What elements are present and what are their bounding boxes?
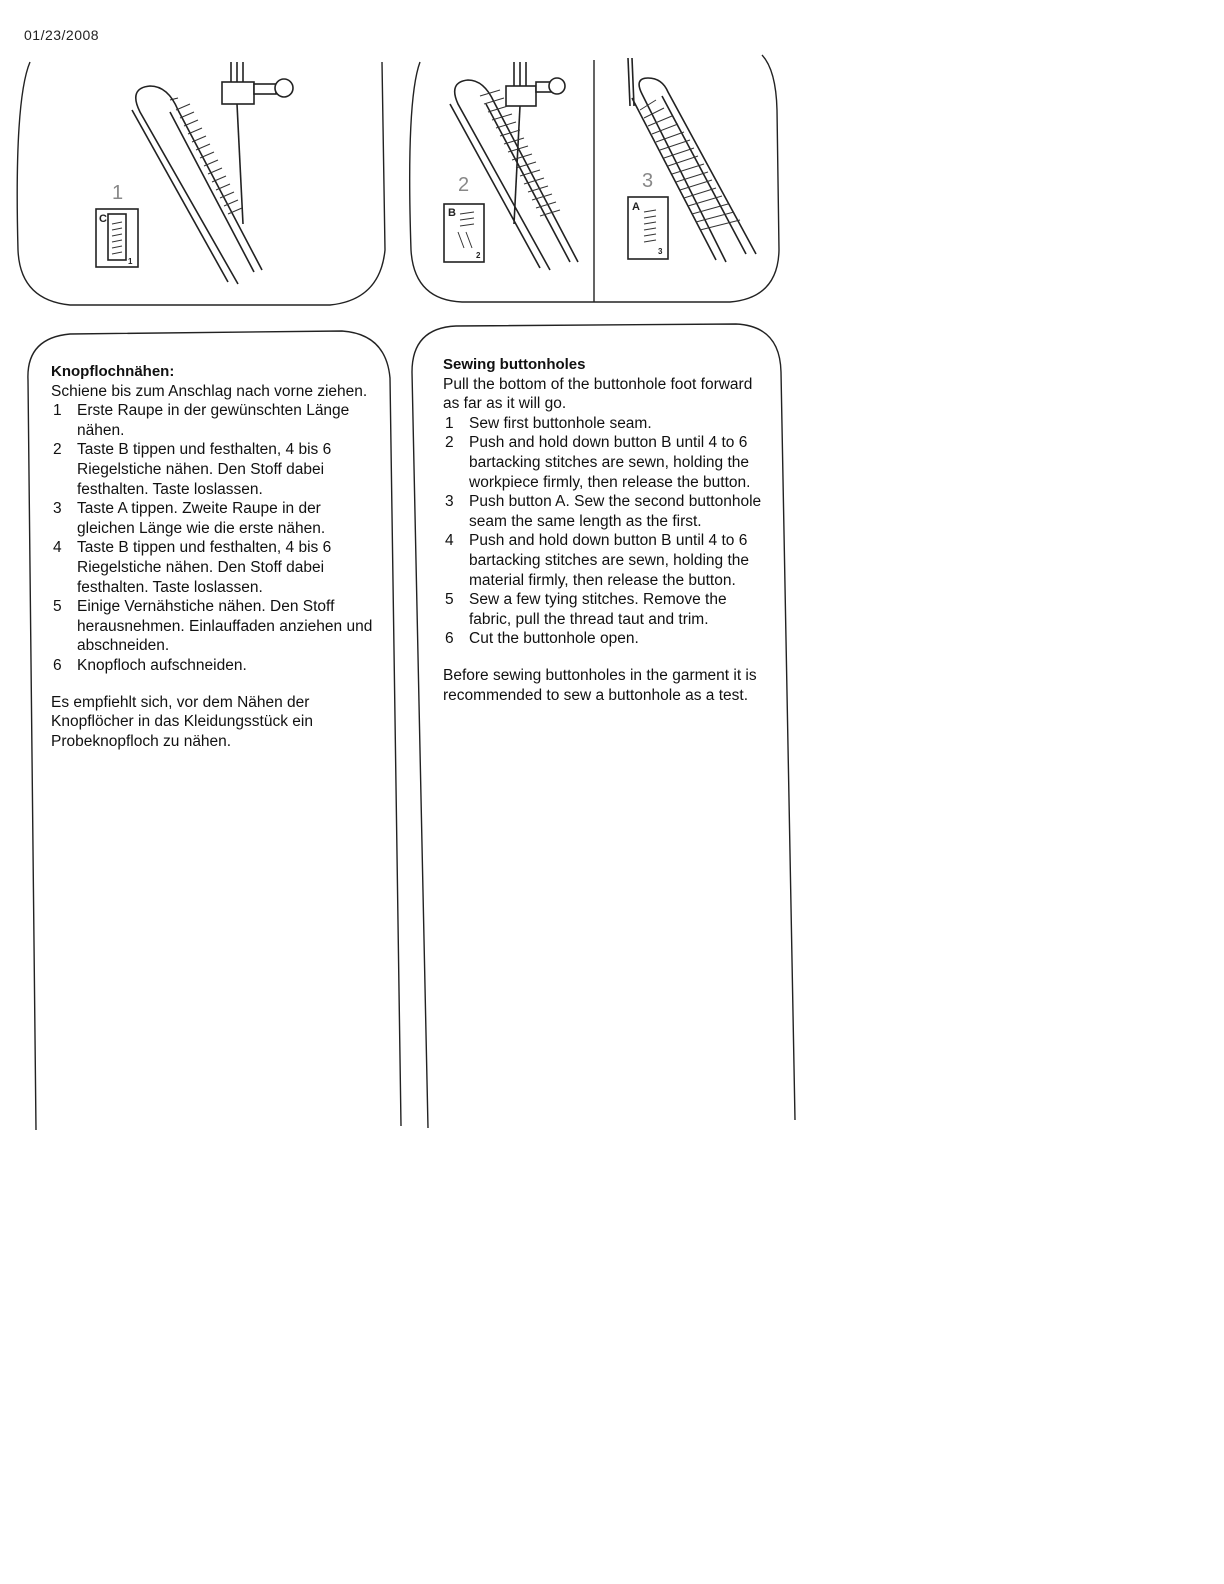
- list-item: [51, 597, 381, 656]
- german-title: Knopflochnähen:: [51, 363, 175, 380]
- figure-3-panel-label: A: [632, 201, 640, 213]
- english-title: Sewing buttonholes: [443, 356, 586, 373]
- step-text: Taste B tippen und festhalten, 4 bis 6 Riegelstiche nähen. Den Stoff dabei festhalten. Taste loslassen.: [77, 441, 332, 498]
- figure-3-panel-index: 3: [658, 247, 663, 256]
- figure-1-number: 1: [112, 182, 124, 204]
- german-intro: Schiene bis zum Anschlag nach vorne ziehen.: [51, 382, 368, 400]
- list-item: [443, 629, 771, 649]
- list-item: [443, 531, 771, 590]
- figure-1-frame: [17, 62, 385, 305]
- english-note: Before sewing buttonholes in the garment it is recommended to sew a buttonhole as a test.: [443, 666, 757, 704]
- date-stamp: 01/23/2008: [24, 27, 100, 43]
- step-number: 2: [53, 441, 62, 459]
- step-text: Taste B tippen und festhalten, 4 bis 6 Riegelstiche nähen. Den Stoff dabei festhalten. Taste loslassen.: [77, 539, 332, 596]
- step-number: 1: [53, 402, 62, 420]
- step-number: 3: [445, 493, 454, 511]
- figure-2-stitches: [458, 90, 560, 248]
- step-number: 6: [53, 656, 62, 674]
- english-intro: Pull the bottom of the buttonhole foot forward as far as it will go.: [443, 375, 753, 413]
- figure-2-panel-index: 2: [476, 251, 481, 260]
- step-number: 4: [445, 532, 454, 550]
- figure-1-illustration: [96, 62, 293, 284]
- step-text: Push and hold down button B until 4 to 6 bartacking stitches are sewn, holding the workpiece firmly, then release the button.: [469, 434, 751, 491]
- step-text: Knopfloch aufschneiden.: [77, 656, 247, 674]
- step-number: 4: [53, 539, 62, 557]
- list-item: [51, 538, 381, 597]
- list-item: [443, 433, 771, 492]
- step-number: 1: [445, 414, 454, 432]
- step-number: 2: [445, 434, 454, 452]
- figure-3-number: 3: [642, 170, 654, 192]
- step-number: 6: [445, 630, 454, 648]
- list-item: [443, 590, 771, 629]
- step-text: Push and hold down button B until 4 to 6 bartacking stitches are sewn, holding the material firmly, then release the button.: [469, 532, 750, 589]
- figure-1-panel-label: C: [99, 213, 107, 225]
- step-text: Erste Raupe in der gewünschten Länge nähen.: [77, 402, 350, 439]
- figure-2-number: 2: [458, 174, 470, 196]
- figure-1-panel-index: 1: [128, 257, 133, 266]
- step-number: 3: [53, 500, 62, 518]
- english-steps: [443, 414, 771, 649]
- list-item: [51, 440, 381, 499]
- list-item: [51, 401, 381, 440]
- german-steps: [51, 401, 381, 675]
- german-instructions: [51, 362, 381, 751]
- step-text: Push button A. Sew the second buttonhole seam the same length as the first.: [469, 493, 762, 530]
- list-item: [51, 656, 381, 676]
- german-note: Es empfiehlt sich, vor dem Nähen der Knopflöcher in das Kleidungsstück ein Probeknopfloch zu nähen.: [51, 693, 313, 750]
- figure-3-illustration: [628, 58, 756, 262]
- english-instructions: [443, 355, 771, 705]
- list-item: [443, 492, 771, 531]
- figure-2-illustration: [444, 62, 578, 270]
- step-text: Sew a few tying stitches. Remove the fabric, pull the thread taut and trim.: [469, 591, 727, 628]
- step-text: Cut the buttonhole open.: [469, 630, 639, 648]
- step-text: Taste A tippen. Zweite Raupe in der gleichen Länge wie die erste nähen.: [77, 500, 326, 537]
- list-item: [51, 499, 381, 538]
- figure-2-panel-label: B: [448, 207, 456, 219]
- step-number: 5: [53, 598, 62, 616]
- list-item: [443, 414, 771, 434]
- step-text: Einige Vernähstiche nähen. Den Stoff herausnehmen. Einlauffaden anziehen und abschneiden.: [77, 598, 373, 655]
- step-text: Sew first buttonhole seam.: [469, 414, 652, 432]
- step-number: 5: [445, 591, 454, 609]
